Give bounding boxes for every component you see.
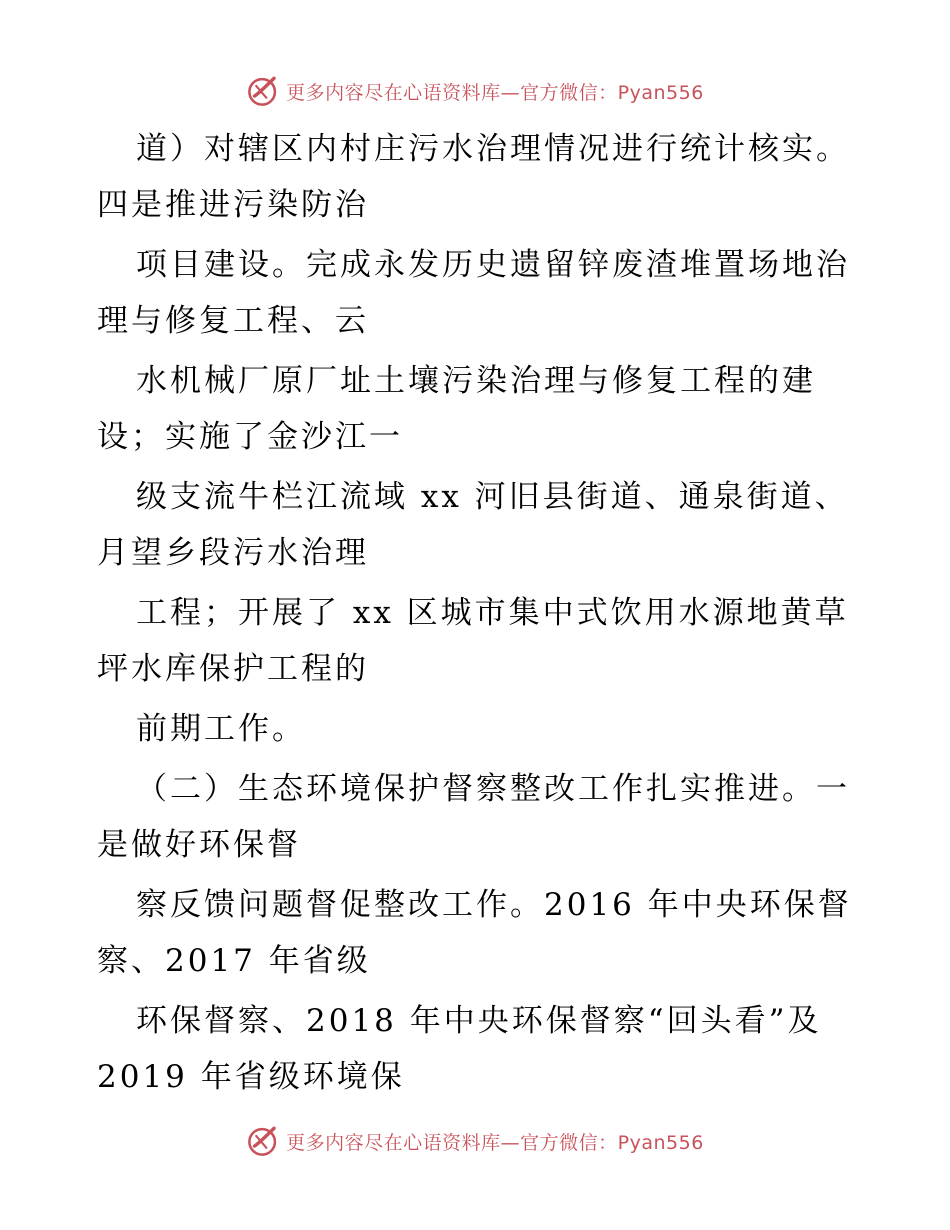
text-line: （二）生态环境保护督察整改工作扎实推进。一 — [136, 771, 850, 807]
text-line: 项目建设。完成永发历史遗留锌废渣堆置场地治 — [136, 247, 850, 283]
text-line: 道）对辖区内村庄污水治理情况进行统计核实。 — [136, 131, 850, 167]
footer-watermark — [0, 1121, 950, 1161]
text-line: 环保督察、2018 年中央环保督察“回头看”及 — [136, 1003, 822, 1039]
text-line: 2019 年省级环境保 — [97, 1059, 405, 1095]
text-line: 级支流牛栏江流域 xx 河旧县街道、通泉街道、 — [136, 479, 849, 515]
header-watermark — [0, 71, 950, 111]
text-line: 察反馈问题督促整改工作。2016 年中央环保督 — [136, 887, 852, 923]
text-line: 四是推进污染防治 — [97, 187, 369, 223]
watermark-text: 更多内容尽在心语资料库—官方微信：Pyan556 — [286, 81, 704, 104]
text-line: 察、2017 年省级 — [97, 943, 371, 979]
watermark-text: 更多内容尽在心语资料库—官方微信：Pyan556 — [286, 1131, 704, 1154]
brush-pen-logo-icon — [246, 74, 280, 108]
text-line: 坪水库保护工程的 — [97, 651, 369, 687]
text-line: 是做好环保督 — [97, 827, 301, 863]
text-line: 前期工作。 — [136, 711, 306, 747]
text-line: 工程；开展了 xx 区城市集中式饮用水源地黄草 — [136, 595, 849, 631]
brush-pen-logo-icon — [246, 1124, 280, 1158]
text-line: 水机械厂原厂址土壤污染治理与修复工程的建 — [136, 363, 816, 399]
text-line: 设；实施了金沙江一 — [97, 419, 403, 455]
text-line: 月望乡段污水治理 — [97, 535, 369, 571]
text-line: 理与修复工程、云 — [97, 303, 369, 339]
